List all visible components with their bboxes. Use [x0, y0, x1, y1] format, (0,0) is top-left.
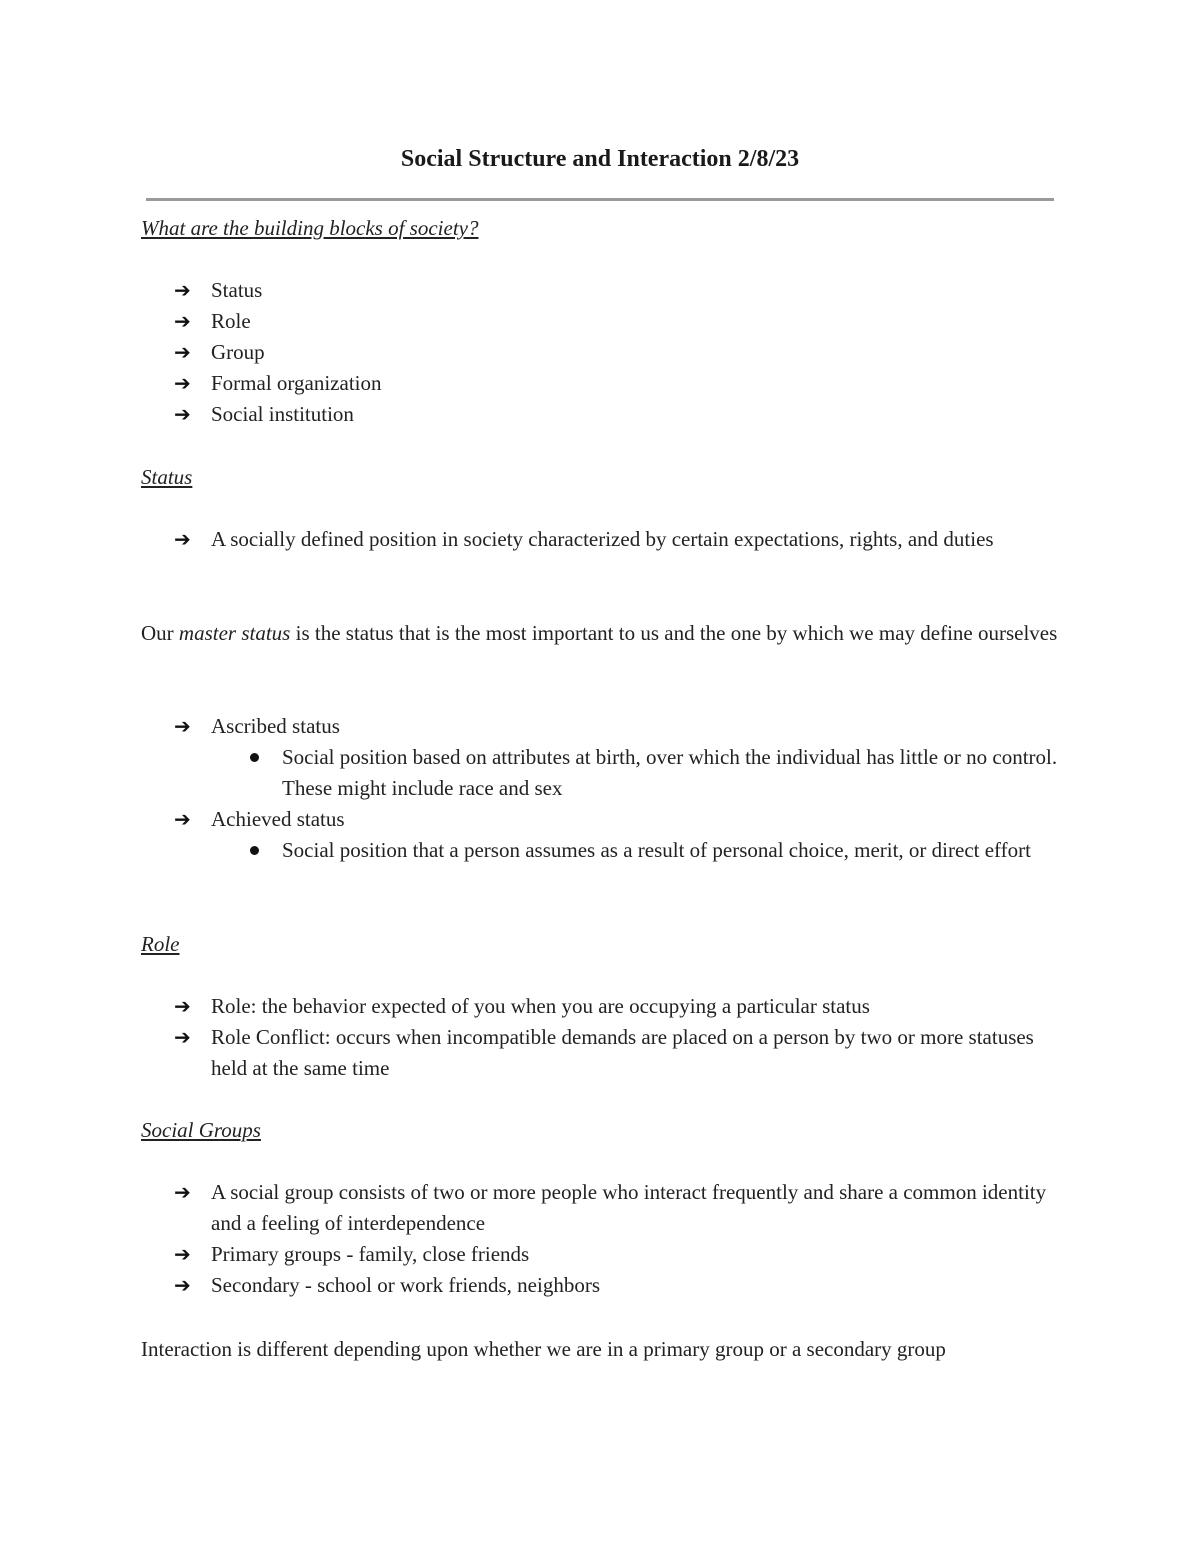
bullet-icon: [250, 846, 259, 855]
arrow-icon: ➔: [174, 807, 191, 831]
arrow-icon: ➔: [174, 527, 191, 551]
closing-paragraph: Interaction is different depending upon whether we are in a primary group or a secondary group: [141, 1337, 946, 1361]
list-item: ➔ Status: [174, 275, 1064, 306]
arrow-icon: ➔: [174, 714, 191, 738]
arrow-icon: ➔: [174, 402, 191, 426]
role-heading: Role: [141, 932, 180, 956]
ascribed-status-detail: Social position based on attributes at birth, over which the individual has little or no control. These might include race and sex: [246, 742, 1066, 804]
arrow-icon: ➔: [174, 278, 191, 302]
primary-groups-item: ➔ Primary groups - family, close friends: [174, 1239, 1064, 1270]
ascribed-status-item: ➔ Ascribed status: [174, 711, 1064, 742]
arrow-icon: ➔: [174, 1242, 191, 1266]
achieved-status-item: ➔ Achieved status: [174, 804, 1064, 835]
list-item: ➔ Role: [174, 306, 1064, 337]
list-item: ➔ Group: [174, 337, 1064, 368]
arrow-icon: ➔: [174, 371, 191, 395]
arrow-icon: ➔: [174, 309, 191, 333]
role-conflict: ➔ Role Conflict: occurs when incompatible demands are placed on a person by two or more statuses held at the same time: [174, 1022, 1064, 1084]
list-item: ➔ Formal organization: [174, 368, 1064, 399]
arrow-icon: ➔: [174, 340, 191, 364]
status-heading: Status: [141, 465, 193, 489]
social-group-definition: ➔ A social group consists of two or more people who interact frequently and share a common identity and a feeling of interdependence: [174, 1177, 1064, 1239]
secondary-groups-item: ➔ Secondary - school or work friends, neighbors: [174, 1270, 1064, 1301]
social-groups-heading: Social Groups: [141, 1118, 261, 1142]
horizontal-rule: [146, 198, 1054, 201]
master-status-term: master status: [178, 621, 291, 645]
arrow-icon: ➔: [174, 994, 191, 1018]
arrow-icon: ➔: [174, 1025, 191, 1049]
achieved-status-detail: Social position that a person assumes as a result of personal choice, merit, or direct effort: [246, 835, 1066, 866]
arrow-icon: ➔: [174, 1180, 191, 1204]
list-item: ➔ Social institution: [174, 399, 1064, 430]
status-definition: ➔ A socially defined position in society characterized by certain expectations, rights, and duties: [174, 524, 1064, 555]
master-status-paragraph: Our master status is the status that is the most important to us and the one by which we may define ourselves: [141, 621, 1058, 645]
bullet-icon: [250, 753, 259, 762]
arrow-icon: ➔: [174, 1273, 191, 1297]
building-blocks-question: What are the building blocks of society?: [141, 216, 479, 240]
document-title: Social Structure and Interaction 2/8/23: [400, 146, 800, 172]
role-definition: ➔ Role: the behavior expected of you when you are occupying a particular status: [174, 991, 1064, 1022]
